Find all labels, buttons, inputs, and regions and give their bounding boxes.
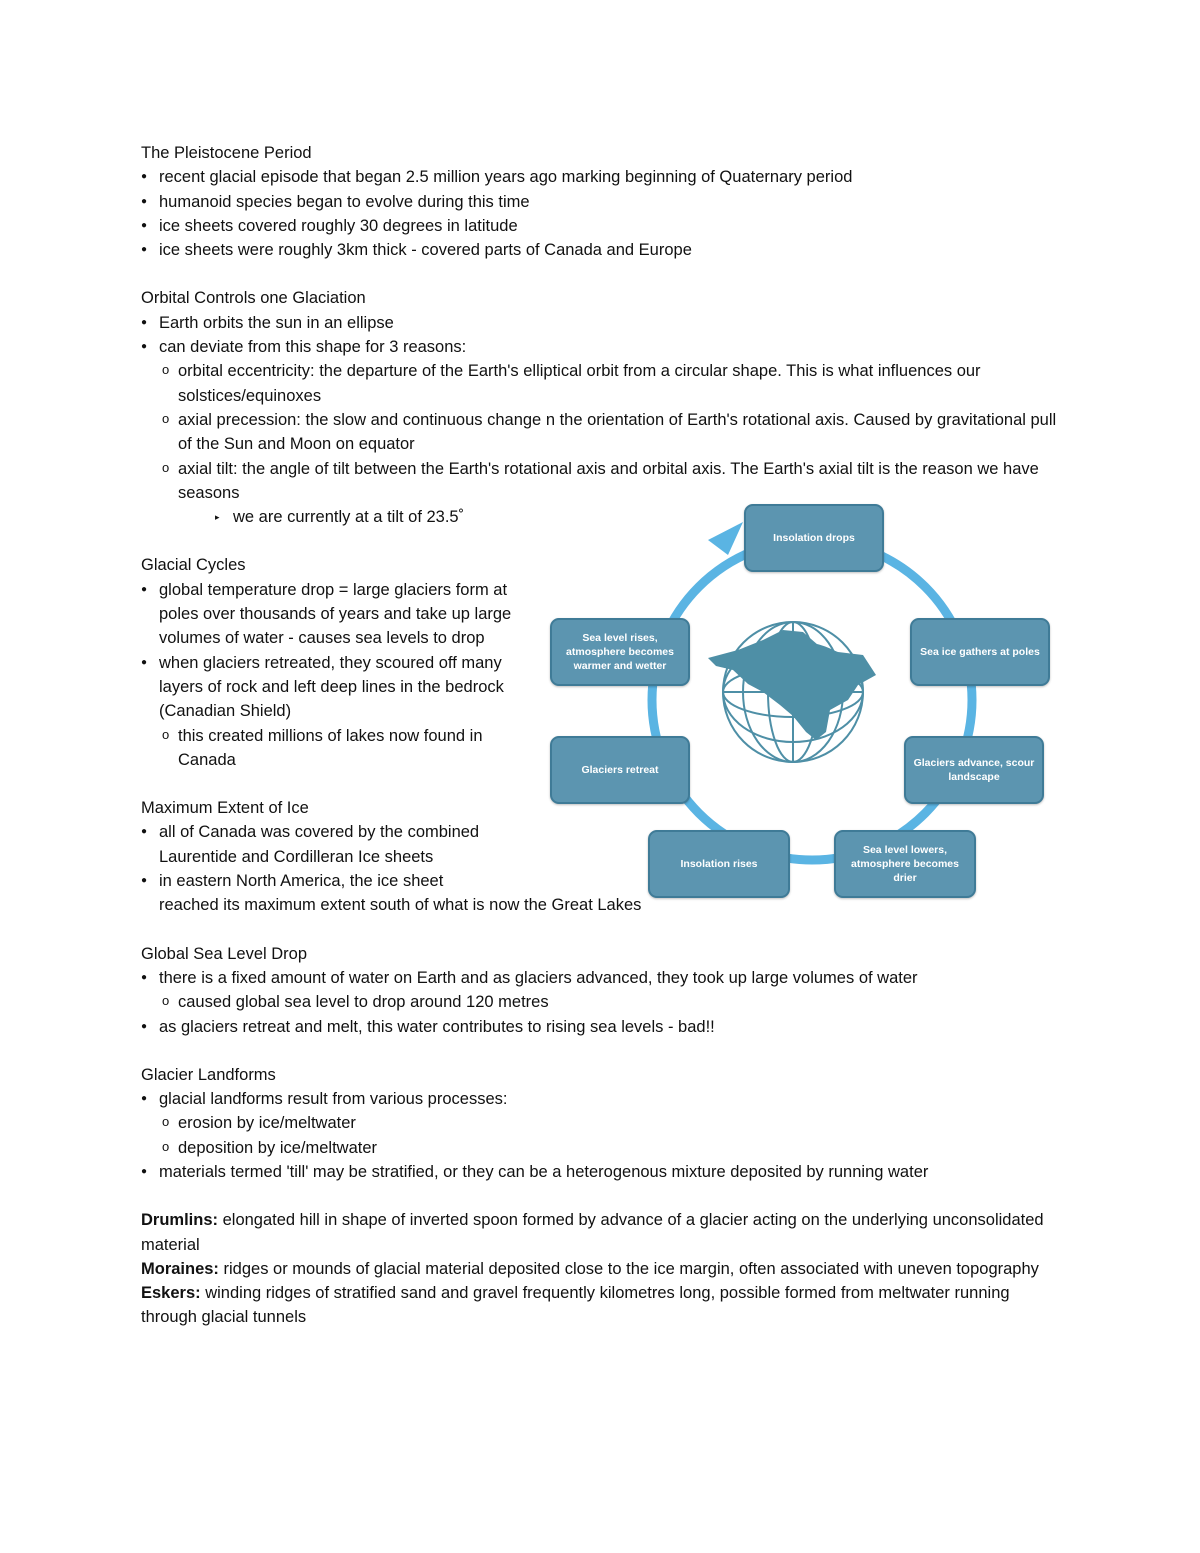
sub-list-item: o caused global sea level to drop around 120 metres [141, 990, 1061, 1014]
section-glacial-cycles [141, 553, 521, 772]
cycle-box-insolation-rises: Insolation rises [648, 830, 790, 898]
cycle-box-sea-level-lowers: Sea level lowers, atmosphere becomes drier [834, 830, 976, 898]
sub-list-item: o deposition by ice/meltwater [141, 1136, 1061, 1160]
sub-list-item: o this created millions of lakes now found in Canada [141, 724, 521, 773]
cycle-arrow-icon [708, 522, 743, 555]
list-item: ● Earth orbits the sun in an ellipse [141, 311, 1061, 335]
definition-term: Eskers: [141, 1284, 201, 1303]
section-title: Glacier Landforms [141, 1065, 276, 1084]
list-item: ● can deviate from this shape for 3 reasons: [141, 335, 1061, 359]
section-title: The Pleistocene Period [141, 144, 312, 162]
cycle-box-glaciers-advance: Glaciers advance, scour landscape [904, 736, 1044, 804]
list-item: ● global temperature drop = large glaciers form at poles over thousands of years and take up large volumes of water - causes sea levels to drop [141, 578, 521, 651]
list-item: ● humanoid species began to evolve during this time [141, 190, 1061, 214]
section-orbital-controls [141, 286, 1061, 529]
list-item: ● ice sheets covered roughly 30 degrees in latitude [141, 214, 1061, 238]
section-title: Orbital Controls one Glaciation [141, 289, 366, 308]
section-title: Glacial Cycles [141, 556, 246, 575]
section-glacier-landforms [141, 1063, 1061, 1184]
definition-term: Drumlins: [141, 1211, 219, 1230]
list-item: ● there is a fixed amount of water on Earth and as glaciers advanced, they took up large volumes of water [141, 966, 1061, 990]
definition-text: elongated hill in shape of inverted spoon formed by advance of a glacier acting on the underlying unconsolidated material [141, 1211, 1044, 1254]
list-item: ● as glaciers retreat and melt, this water contributes to rising sea levels - bad!! [141, 1015, 1061, 1039]
definition-text: ridges or mounds of glacial material deposited close to the ice margin, often associated with uneven topography [218, 1259, 1039, 1278]
definition-text: winding ridges of stratified sand and gravel frequently kilometres long, possible formed from meltwater running through glacial tunnels [141, 1284, 1010, 1327]
list-item: ● ice sheets were roughly 3km thick - covered parts of Canada and Europe [141, 238, 1061, 262]
cycle-box-sea-level-rises: Sea level rises, atmosphere becomes warmer and wetter [550, 618, 690, 686]
definitions [141, 1208, 1061, 1329]
section-sea-level-drop [141, 942, 1061, 1039]
list-item: ● all of Canada was covered by the combined Laurentide and Cordilleran Ice sheets [141, 820, 539, 869]
definition-term: Moraines: [141, 1259, 219, 1278]
definition-drumlins [141, 1208, 1061, 1257]
sub-list-item: o axial precession: the slow and continuous change n the orientation of Earth's rotational axis. Caused by gravitational pull of the Sun and Moon on equator [141, 408, 1061, 457]
cycle-box-insolation-drops: Insolation drops [744, 504, 884, 572]
sub-list-item: o axial tilt: the angle of tilt between the Earth's rotational axis and orbital axis. The Earth's axial tilt is the reason we have seasons [141, 457, 1061, 506]
list-item: ● recent glacial episode that began 2.5 million years ago marking beginning of Quaternary period [141, 165, 1061, 189]
sub-list-item: o orbital eccentricity: the departure of the Earth's elliptical orbit from a circular shape. This is what influences our solstices/equinoxes [141, 359, 1061, 408]
list-item: ● materials termed 'till' may be stratified, or they can be a heterogenous mixture deposited by running water [141, 1160, 1061, 1184]
definition-moraines [141, 1257, 1061, 1281]
section-title: Global Sea Level Drop [141, 944, 308, 963]
cycle-box-glaciers-retreat: Glaciers retreat [550, 736, 690, 804]
list-item-text: in eastern North America, the ice sheet [159, 872, 444, 891]
list-item: ● when glaciers retreated, they scoured off many layers of rock and left deep lines in the bedrock (Canadian Shield) [141, 651, 521, 724]
cycle-box-sea-ice-gathers: Sea ice gathers at poles [910, 618, 1050, 686]
section-title: Maximum Extent of Ice [141, 799, 309, 818]
glacial-cycle-diagram [548, 500, 1058, 908]
section-pleistocene [141, 141, 1061, 262]
list-item: ● glacial landforms result from various processes: [141, 1087, 1061, 1111]
list-item-continuation: reached its maximum extent south of what is now the Great Lakes [159, 896, 642, 915]
sub-list-item: o erosion by ice/meltwater [141, 1111, 1061, 1135]
definition-eskers [141, 1281, 1061, 1330]
sub-sub-list-item: ▸ we are currently at a tilt of 23.5˚ [141, 505, 1061, 529]
